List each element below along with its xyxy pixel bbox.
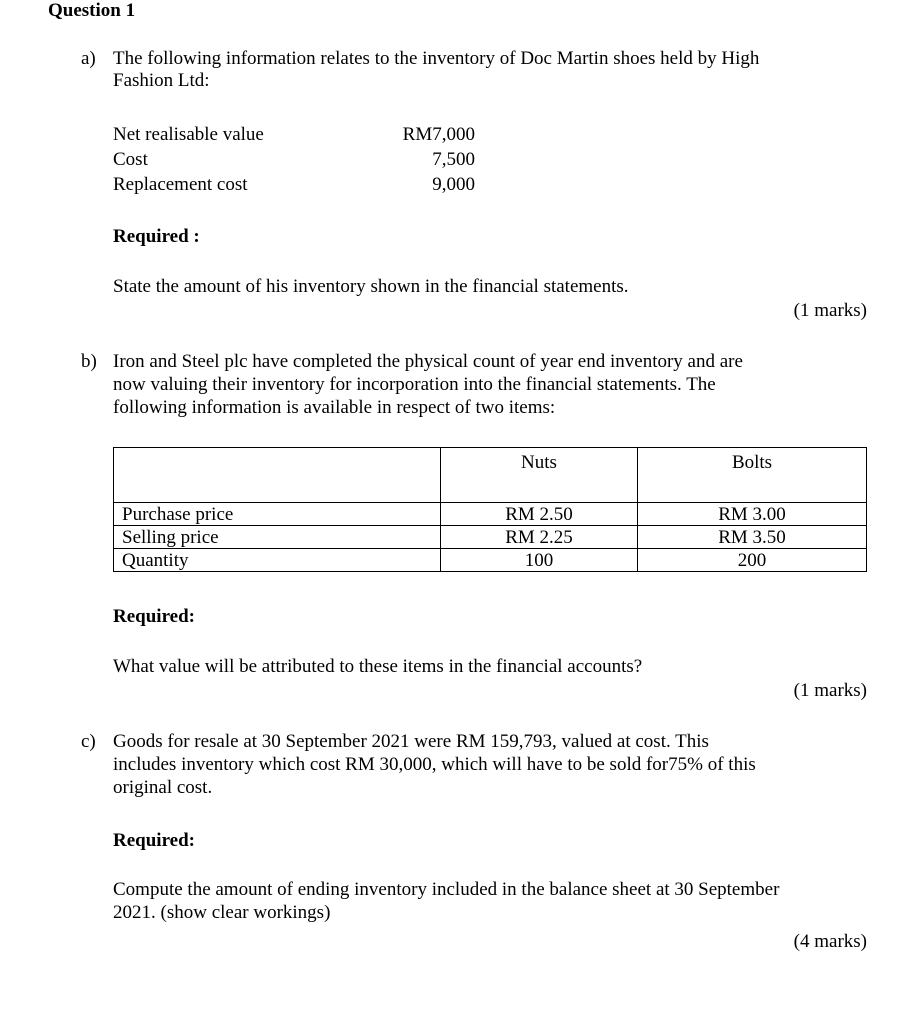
table-cell: 100 — [441, 549, 638, 572]
part-a-required-label: Required : — [113, 226, 200, 247]
table-cell: Quantity — [114, 549, 441, 572]
part-a-row-value: 9,000 — [432, 174, 475, 195]
table-header-cell: Bolts — [638, 448, 867, 503]
table-cell: Purchase price — [114, 503, 441, 526]
part-c-intro-line-3: original cost. — [113, 777, 213, 798]
part-a-intro-line-2: Fashion Ltd: — [113, 70, 210, 91]
table-row — [114, 526, 867, 549]
part-b-intro-line-1: Iron and Steel plc have completed the physical count of year end inventory and are — [113, 351, 743, 372]
table-header-cell: Nuts — [441, 448, 638, 503]
part-a-marker: a) — [81, 48, 96, 69]
part-c-marker: c) — [81, 731, 96, 752]
part-a-row-label: Replacement cost — [113, 174, 248, 195]
part-a-row-value: RM7,000 — [402, 124, 475, 145]
table-cell: RM 2.25 — [441, 526, 638, 549]
part-b-required-label: Required: — [113, 606, 195, 627]
part-a-row-label: Cost — [113, 149, 148, 170]
part-b-marker: b) — [81, 351, 97, 372]
part-c-required-label: Required: — [113, 830, 195, 851]
question-title: Question 1 — [48, 0, 136, 21]
part-a-marks: (1 marks) — [793, 300, 867, 321]
part-a-row-label: Net realisable value — [113, 124, 264, 145]
part-b-intro-line-2: now valuing their inventory for incorporation into the financial statements. The — [113, 374, 716, 395]
part-b-intro-line-3: following information is available in respect of two items: — [113, 397, 556, 418]
table-header-cell — [114, 448, 441, 503]
part-b-marks: (1 marks) — [793, 680, 867, 701]
table-cell: RM 2.50 — [441, 503, 638, 526]
table-cell: RM 3.50 — [638, 526, 867, 549]
table-row — [114, 503, 867, 526]
part-c-required-text-line-1: Compute the amount of ending inventory included in the balance sheet at 30 September — [113, 879, 780, 900]
part-a-row-value: 7,500 — [432, 149, 475, 170]
part-c-marks: (4 marks) — [793, 931, 867, 952]
part-c-required-text-line-2: 2021. (show clear workings) — [113, 902, 331, 923]
part-c-intro-line-1: Goods for resale at 30 September 2021 were RM 159,793, valued at cost. This — [113, 731, 709, 752]
part-a-required-text: State the amount of his inventory shown in the financial statements. — [113, 276, 629, 297]
part-a-intro-line-1: The following information relates to the inventory of Doc Martin shoes held by High — [113, 48, 760, 69]
inventory-items-table — [113, 447, 867, 572]
table-header-row — [114, 448, 867, 503]
table-cell: Selling price — [114, 526, 441, 549]
table-cell: RM 3.00 — [638, 503, 867, 526]
table-cell: 200 — [638, 549, 867, 572]
part-b-required-text: What value will be attributed to these items in the financial accounts? — [113, 656, 643, 677]
table-row — [114, 549, 867, 572]
part-c-intro-line-2: includes inventory which cost RM 30,000, which will have to be sold for75% of this — [113, 754, 756, 775]
